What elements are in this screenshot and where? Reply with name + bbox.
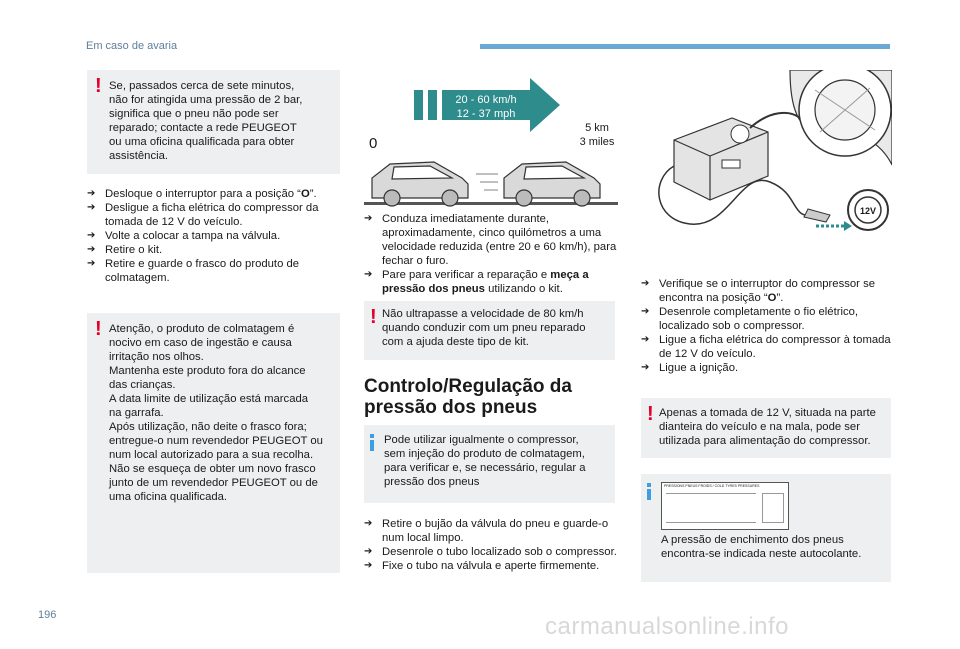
step-item	[87, 187, 342, 201]
info-icon	[370, 434, 374, 451]
info-text: A pressão de enchimento dos pneus encontra-se indicada neste autocolante.	[661, 534, 862, 560]
step-bullet-icon: ➔	[87, 230, 96, 241]
step-bullet-icon: ➔	[641, 334, 650, 345]
step-text-end: ”.	[309, 188, 317, 200]
distance-miles-label: 3 miles	[579, 136, 615, 148]
section-title: Em caso de avaria	[86, 40, 178, 52]
warning-icon: !	[370, 306, 377, 328]
step-text: Desenrole o tubo localizado sob o compressor.	[382, 546, 617, 558]
car-icon	[372, 162, 468, 206]
step-text: Retire o kit.	[105, 244, 163, 256]
step-bullet-icon: ➔	[641, 362, 650, 373]
step-item	[641, 277, 893, 305]
step-emphasis: O	[767, 292, 777, 304]
warning-box-pressure	[87, 70, 340, 174]
info-text: Pode utilizar igualmente o compressor, sem injeção do produto de colmatagem, para verificar e, se necessário, regular a pressão dos pneus	[384, 434, 586, 488]
car-icon	[476, 162, 600, 206]
compressor-figure	[640, 70, 892, 236]
step-text: Fixe o tubo na válvula e aperte firmemente.	[382, 560, 600, 572]
step-bullet-icon: ➔	[641, 278, 650, 289]
step-item	[364, 268, 620, 296]
step-list-drive	[364, 212, 620, 296]
step-text: Retire o bujão da válvula do pneu e guarde-o num local limpo.	[382, 518, 609, 544]
step-text: Volte a colocar a tampa na válvula.	[105, 230, 281, 242]
step-list-tube	[364, 517, 620, 573]
step-text: Conduza imediatamente durante, aproximadamente, cinco quilómetros a uma velocidade reduzida (entre 20 e 60 km/h), para fechar o furo.	[382, 213, 617, 267]
step-text: Retire e guarde o frasco do produto de colmatagem.	[105, 258, 300, 284]
step-item	[87, 257, 342, 285]
step-text: Ligue a ignição.	[659, 362, 739, 374]
warning-box-socket	[641, 398, 891, 458]
speed-mph-label: 12 - 37 mph	[456, 108, 516, 120]
step-item	[87, 243, 342, 257]
warning-text: Não ultrapasse a velocidade de 80 km/h quando conduzir com um pneu reparado com a ajuda deste tipo de kit.	[382, 308, 586, 348]
tyre-pressure-label-title: PRESSIONS PNEUS FROIDS / COLD TYRES PRESSURES	[664, 484, 760, 488]
step-bullet-icon: ➔	[364, 518, 373, 529]
step-item	[364, 545, 620, 559]
page-number: 196	[38, 609, 57, 621]
step-item	[87, 229, 342, 243]
driving-figure	[364, 74, 618, 208]
step-item	[641, 305, 893, 333]
step-bullet-icon: ➔	[364, 213, 373, 224]
step-list-disconnect	[87, 187, 342, 285]
header-accent-bar	[480, 44, 890, 49]
step-text-end: utilizando o kit.	[484, 283, 563, 295]
step-bullet-icon: ➔	[364, 269, 373, 280]
warning-box-speed	[364, 301, 615, 360]
warning-text: Atenção, o produto de colmatagem é nocivo em caso de ingestão e causa irritação nos olhos. Mantenha este produto fora do alcance das crianças. A data limite de utilização está marcada na garrafa. Após utilização, não deite o frasco fora; entregue-o num revendedor PEUGEOT ou num local autorizado para a sua recolha. Não se esqueça de obter um novo frasco junto de um revendedor PEUGEOT ou de uma oficina qualificada.	[109, 323, 323, 503]
section-heading: Controlo/Regulação da pressão dos pneus	[364, 376, 572, 418]
step-emphasis: O	[300, 188, 310, 200]
tyre-pressure-label	[661, 482, 789, 530]
step-text: Desenrole completamente o fio elétrico, localizado sob o compressor.	[659, 306, 859, 332]
step-bullet-icon: ➔	[364, 560, 373, 571]
warning-icon: !	[647, 403, 654, 425]
start-distance-label: 0	[369, 135, 378, 152]
info-icon	[647, 483, 651, 500]
step-text: Verifique se o interruptor do compressor se encontra na posição “	[659, 278, 876, 304]
step-item	[364, 559, 620, 573]
info-box-sticker	[641, 474, 891, 582]
warning-text: Apenas a tomada de 12 V, situada na parte dianteira do veículo e na mala, pode ser utilizada para alimentação do compressor.	[659, 407, 876, 447]
warning-box-product	[87, 313, 340, 573]
step-bullet-icon: ➔	[87, 188, 96, 199]
step-text: Pare para verificar a reparação e	[382, 269, 551, 281]
driving-illustration	[364, 74, 618, 208]
step-item	[364, 212, 620, 268]
warning-icon: !	[95, 75, 102, 97]
compressor-illustration	[640, 70, 892, 236]
speed-kmh-label: 20 - 60 km/h	[455, 94, 517, 106]
step-list-connect	[641, 277, 893, 375]
step-bullet-icon: ➔	[364, 546, 373, 557]
step-item	[87, 201, 342, 229]
step-bullet-icon: ➔	[641, 306, 650, 317]
distance-km-label: 5 km	[585, 122, 609, 134]
step-emphasis: meça a pressão dos pneus	[382, 269, 589, 295]
step-item	[364, 517, 620, 545]
step-text: Desloque o interruptor para a posição “	[105, 188, 301, 200]
info-box-compressor	[364, 425, 615, 503]
warning-icon: !	[95, 318, 102, 340]
step-bullet-icon: ➔	[87, 202, 96, 213]
step-item	[641, 361, 893, 375]
socket-label: 12V	[859, 206, 877, 216]
warning-text: Se, passados cerca de sete minutos, não for atingida uma pressão de 2 bar, significa que o pneu não pode ser reparado; contacte a rede PEUGEOT ou uma oficina qualificada para obter assistência.	[109, 80, 303, 162]
step-text-end: ”.	[776, 292, 784, 304]
step-item	[641, 333, 893, 361]
step-text: Desligue a ficha elétrica do compressor da tomada de 12 V do veículo.	[105, 202, 319, 228]
step-text: Ligue a ficha elétrica do compressor à tomada de 12 V do veículo.	[659, 334, 891, 360]
step-bullet-icon: ➔	[87, 244, 96, 255]
step-bullet-icon: ➔	[87, 258, 96, 269]
watermark: carmanualsonline.info	[545, 613, 789, 640]
